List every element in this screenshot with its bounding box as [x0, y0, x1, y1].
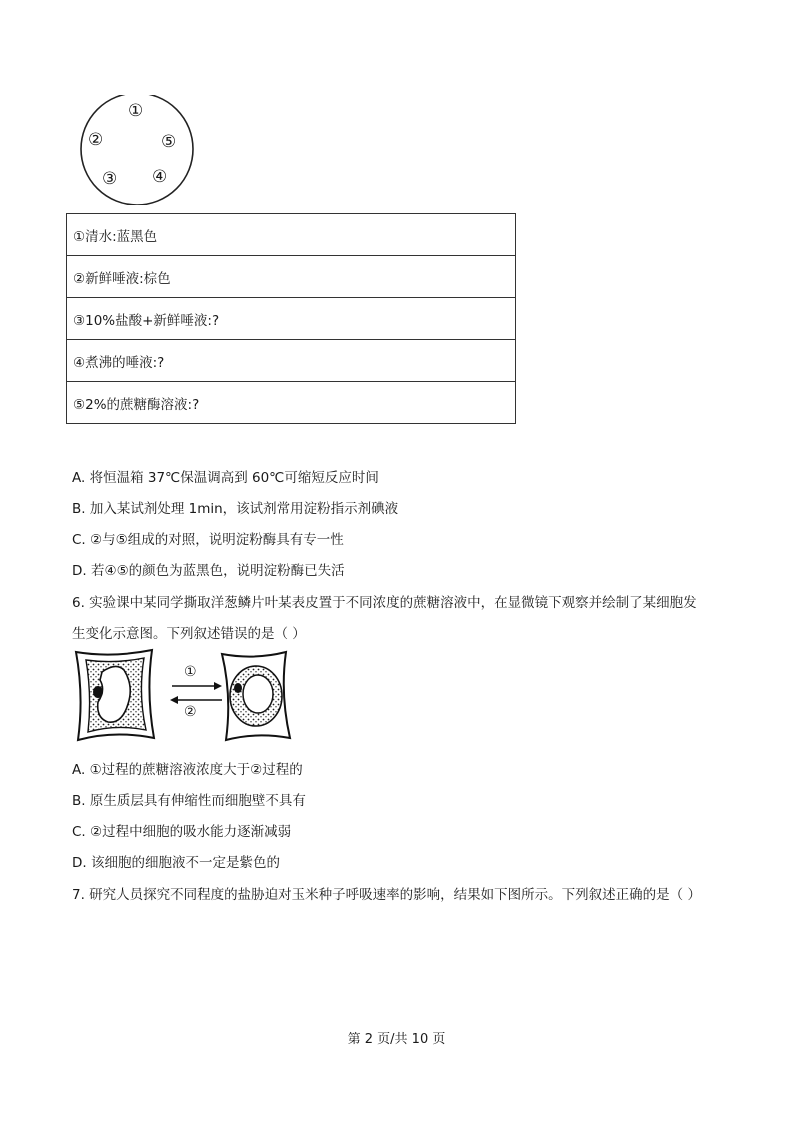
- q5-option-d: D. 若④⑤的颜色为蓝黑色，说明淀粉酶已失活: [72, 563, 345, 579]
- well-label-2: ②: [88, 130, 104, 150]
- table-cell: ③10%盐酸+新鲜唾液:?: [67, 298, 516, 340]
- q5-option-c: C. ②与⑤组成的对照，说明淀粉酶具有专一性: [72, 532, 344, 548]
- table-row: [67, 214, 516, 256]
- q6-option-d: D. 该细胞的细胞液不一定是紫色的: [72, 855, 280, 871]
- q6-stem-line1: 6. 实验课中某同学撕取洋葱鳞片叶某表皮置于不同浓度的蔗糖溶液中，在显微镜下观察并绘制了某细胞发: [72, 595, 697, 611]
- q7-stem: 7. 研究人员探究不同程度的盐胁迫对玉米种子呼吸速率的影响，结果如下图所示。下列叙述正确的是（ ）: [72, 887, 701, 903]
- table-cell: ④煮沸的唾液:?: [67, 340, 516, 382]
- q6-option-c: C. ②过程中细胞的吸水能力逐渐减弱: [72, 824, 292, 840]
- well-label-4: ④: [152, 167, 168, 187]
- table-cell: ⑤2%的蔗糖酶溶液:?: [67, 382, 516, 424]
- q6-option-b: B. 原生质层具有伸缩性而细胞壁不具有: [72, 793, 306, 809]
- petri-dish-figure: [78, 95, 198, 205]
- well-label-1: ①: [128, 101, 144, 121]
- q5-option-a: A. 将恒温箱 37℃保温调高到 60℃可缩短反应时间: [72, 470, 379, 486]
- q6-option-a: A. ①过程的蔗糖溶液浓度大于②过程的: [72, 762, 303, 778]
- reagent-table: [66, 213, 516, 424]
- q6-stem-line2: 生变化示意图。下列叙述错误的是（ ）: [72, 626, 306, 642]
- table-row: [67, 382, 516, 424]
- well-label-3: ③: [102, 169, 118, 189]
- table-row: [67, 340, 516, 382]
- plasmolysis-figure: [72, 648, 302, 742]
- page-footer: 第 2 页/共 10 页: [347, 1032, 446, 1047]
- arrow-label-2: ②: [184, 704, 197, 720]
- table-cell: ①清水:蓝黑色: [67, 214, 516, 256]
- table-row: [67, 298, 516, 340]
- well-label-5: ⑤: [161, 132, 177, 152]
- arrow-label-1: ①: [184, 664, 197, 680]
- plasmolysis-drawing: [72, 648, 302, 742]
- table-row: [67, 256, 516, 298]
- q5-option-b: B. 加入某试剂处理 1min，该试剂常用淀粉指示剂碘液: [72, 501, 399, 517]
- table-cell: ②新鲜唾液:棕色: [67, 256, 516, 298]
